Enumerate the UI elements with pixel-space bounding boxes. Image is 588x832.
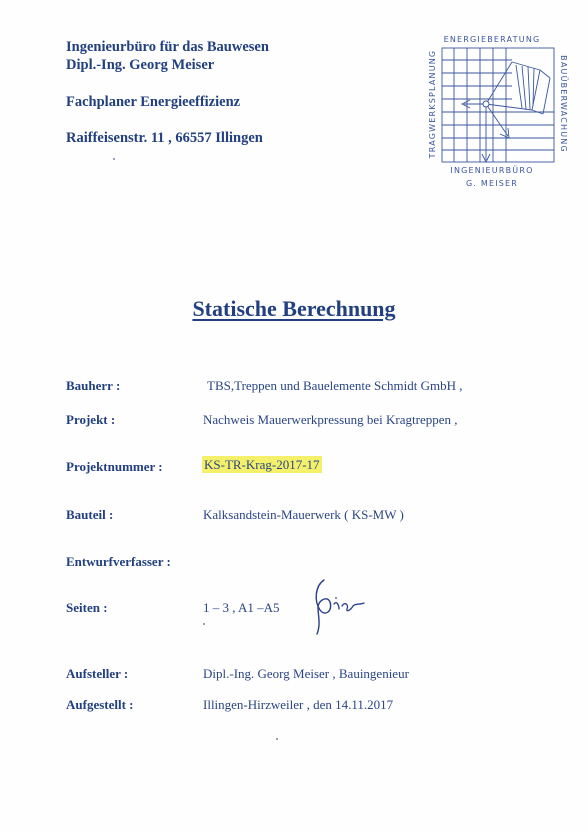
document-title: Statische Berechnung: [192, 296, 396, 321]
logo-grid-icon: [442, 48, 554, 162]
label-bauherr: Bauherr :: [66, 378, 121, 393]
value-projektnummer: [202, 457, 322, 473]
label-projektnummer: Projektnummer :: [66, 459, 163, 474]
label-entwurfverfasser: Entwurfverfasser :: [66, 554, 171, 569]
value-seiten: 1 – 3 , A1 –A5: [203, 600, 280, 615]
value-bauteil: Kalksandstein-Mauerwerk ( KS-MW ): [203, 507, 404, 522]
projektnummer-highlight: KS-TR-Krag-2017-17: [204, 457, 320, 472]
logo-left-text: TRAGWERKSPLANUNG: [428, 49, 437, 159]
specialty: Fachplaner Energieeffizienz: [66, 94, 241, 110]
handwritten-signature: [306, 576, 368, 636]
stray-mark: [276, 738, 278, 740]
company-name: Ingenieurbüro für das Bauwesen: [66, 39, 269, 55]
logo-top-text: ENERGIEBERATUNG: [443, 35, 541, 44]
value-bauherr: TBS,Treppen und Bauelemente Schmidt GmbH ,: [207, 378, 463, 393]
address: Raiffeisenstr. 11 , 66557 Illingen: [66, 130, 263, 146]
label-bauteil: Bauteil :: [66, 507, 114, 522]
label-seiten: Seiten :: [66, 600, 108, 615]
logo-bottom-text-2: G. MEISER: [465, 179, 519, 188]
logo-node-icon: [483, 101, 489, 107]
value-aufsteller: Dipl.-Ing. Georg Meiser , Bauingenieur: [203, 666, 409, 681]
stray-mark: [203, 623, 205, 625]
logo-bottom-text-1: INGENIEURBÜRO: [450, 166, 534, 175]
engineer-name: Dipl.-Ing. Georg Meiser: [66, 57, 215, 73]
logo-right-text: BAUÜBERWACHUNG: [559, 55, 568, 153]
company-logo: [412, 32, 572, 197]
label-aufgestellt: Aufgestellt :: [66, 697, 134, 712]
value-projekt: Nachweis Mauerwerkpressung bei Kragtreppen ,: [203, 412, 458, 427]
label-projekt: Projekt :: [66, 412, 116, 427]
stray-mark: [113, 158, 115, 160]
label-aufsteller: Aufsteller :: [66, 666, 129, 681]
value-aufgestellt: Illingen-Hirzweiler , den 14.11.2017: [203, 697, 394, 712]
